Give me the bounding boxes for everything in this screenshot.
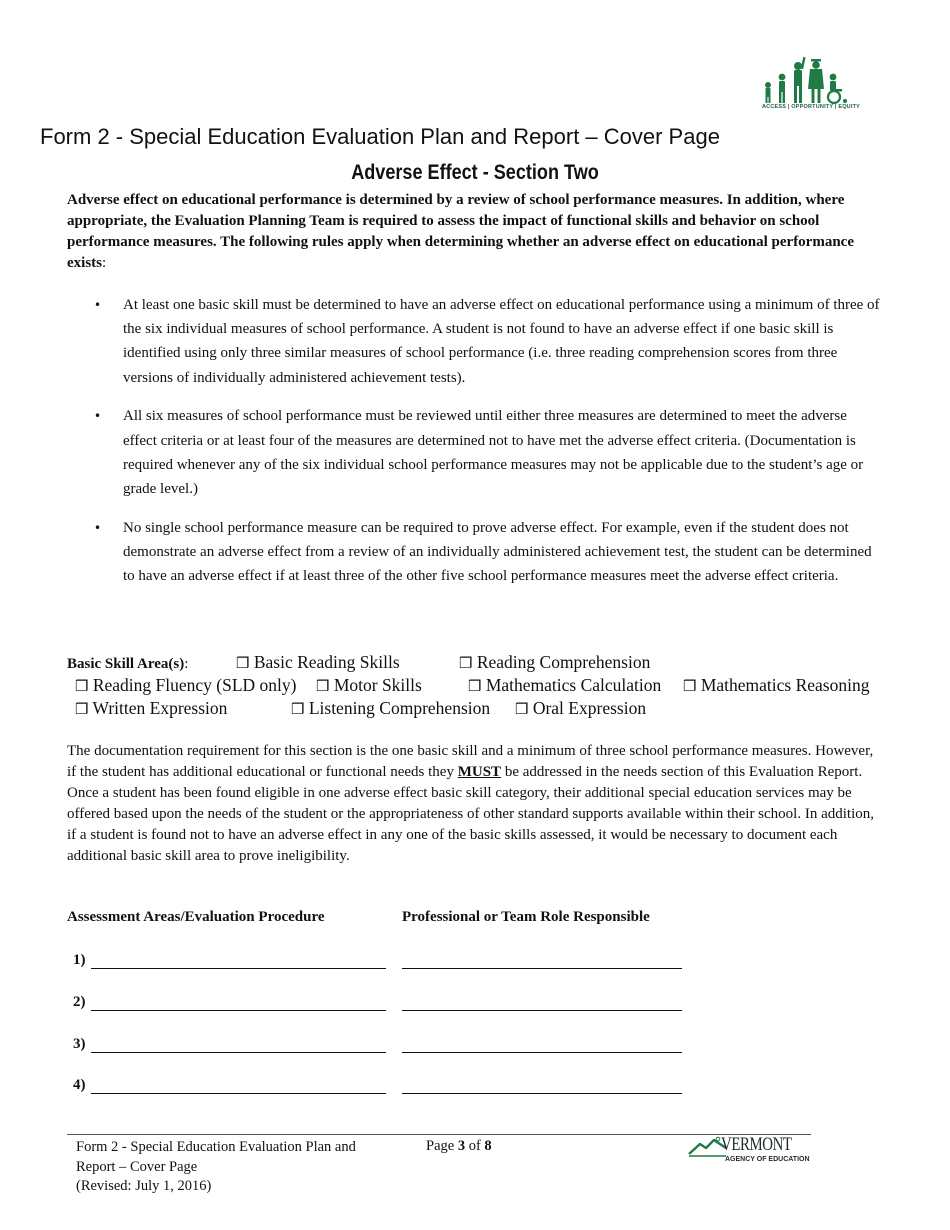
- checkbox-reading-fluency[interactable]: ❒ Reading Fluency (SLD only): [75, 675, 297, 695]
- agency-wordmark: AGENCY OF EDUCATION: [725, 1156, 810, 1163]
- assessment-input-2[interactable]: [91, 1010, 386, 1011]
- checkbox-icon: ❒: [316, 677, 330, 695]
- checkbox-oral-expression[interactable]: ❒ Oral Expression: [515, 698, 647, 718]
- agency-logo: [758, 55, 864, 115]
- checkbox-mathematics-reasoning[interactable]: ❒ Mathematics Reasoning: [683, 675, 870, 695]
- assessment-input-3[interactable]: [91, 1052, 386, 1053]
- checkbox-listening-comprehension[interactable]: ❒ Listening Comprehension: [291, 698, 491, 718]
- list-item: [67, 516, 882, 589]
- bullet-icon: •: [94, 298, 102, 312]
- checkbox-icon: ❒: [291, 700, 305, 718]
- row-number: 1): [73, 952, 86, 968]
- vermont-wordmark: VERMONT: [721, 1134, 792, 1155]
- intro-paragraph: [67, 190, 879, 274]
- column-header-responsible: Professional or Team Role Responsible: [402, 909, 650, 925]
- rule-text: At least one basic skill must be determined to have an adverse effect on educational performance using a minimum of three of the six individual measures of school performance. A student is not found to have an adverse effect if one basic skill is identified using only three similar measures of school performance (i.e. three reading comprehension scores from three versions of individually administered achievement tests).: [123, 297, 880, 386]
- checkbox-icon: ❒: [236, 654, 250, 672]
- rule-text: No single school performance measure can be required to prove adverse effect. For example, even if the student does not demonstrate an adverse effect from a review of an individually administered achievement test, the student can be determined to have an adverse effect if at least three of the other five school performance measures meet the adverse effect criteria.: [123, 519, 872, 585]
- bullet-icon: •: [94, 520, 102, 535]
- checkbox-mathematics-calculation[interactable]: ❒ Mathematics Calculation: [468, 675, 662, 695]
- checkbox-icon: ❒: [515, 700, 529, 718]
- row-number: 3): [73, 1036, 86, 1052]
- rule-text: All six measures of school performance must be reviewed until either three measures are determined to meet the adverse effect criteria or at least four of the measures are determined not to have met the adverse effect criteria. (Documentation is required whenever any of the six individual school performance measures may not be applicable due to the student’s age or grade level.): [123, 408, 864, 497]
- checkbox-icon: ❒: [683, 677, 697, 695]
- assessment-input-4[interactable]: [91, 1093, 386, 1094]
- page-title: Form 2 - Special Education Evaluation Plan and Report – Cover Page: [40, 124, 720, 149]
- intro-colon: :: [102, 255, 107, 271]
- list-item: [67, 293, 882, 390]
- checkbox-reading-comprehension[interactable]: ❒ Reading Comprehension: [459, 652, 651, 672]
- checkbox-icon: ❒: [75, 677, 89, 695]
- list-item: [67, 404, 882, 501]
- intro-text: Adverse effect on educational performance is determined by a review of school performance measures. In addition, where appropriate, the Evaluation Planning Team is required to assess the impact of functional skills and behavior on school performance measures. The following rules apply when determining whether an adverse effect on educational performance exists: [67, 192, 854, 271]
- figures-logo-icon: [758, 55, 864, 105]
- row-number: 4): [73, 1077, 86, 1093]
- checkbox-written-expression[interactable]: ❒ Written Expression: [75, 698, 228, 718]
- basic-skills-label-text: Basic Skill Area(s): [67, 656, 185, 672]
- logo-tagline: ACCESS | OPPORTUNITY | EQUITY: [761, 104, 860, 110]
- checkbox-basic-reading-skills[interactable]: ❒ Basic Reading Skills: [236, 652, 400, 672]
- responsible-input-3[interactable]: [402, 1052, 682, 1053]
- must-emphasis: MUST: [457, 764, 502, 780]
- checkbox-icon: ❒: [75, 700, 89, 718]
- responsible-input-1[interactable]: [402, 968, 682, 969]
- page-number: Page 3 of 8: [426, 1138, 492, 1154]
- vermont-logo: [688, 1134, 810, 1168]
- footer-form-info: Form 2 - Special Education Evaluation Plan and Report – Cover Page (Revised: July 1, 2016): [76, 1139, 356, 1194]
- section-title: Adverse Effect - Section Two: [351, 161, 599, 184]
- rules-list: [67, 293, 882, 603]
- assessment-input-1[interactable]: [91, 968, 386, 969]
- row-number: 2): [73, 994, 86, 1010]
- checkbox-icon: ❒: [459, 654, 473, 672]
- checkbox-icon: ❒: [468, 677, 482, 695]
- responsible-input-2[interactable]: [402, 1010, 682, 1011]
- column-header-assessment: Assessment Areas/Evaluation Procedure: [67, 909, 325, 925]
- checkbox-motor-skills[interactable]: ❒ Motor Skills: [316, 675, 422, 695]
- basic-skills-label: Basic Skill Area(s):: [67, 656, 189, 672]
- responsible-input-4[interactable]: [402, 1093, 682, 1094]
- bullet-icon: •: [94, 409, 102, 424]
- documentation-paragraph: The documentation requirement for this section is the one basic skill and a minimum of three school performance measures. However, if the student has additional educational or functional needs they MUST be addressed in the needs section of this Evaluation Report. Once a student has been found eligible in one adverse effect basic skill category, their additional special education services may be offered based upon the needs of the student or the appropriateness of other standard supports available within their school. In addition, if a student is found not to have an adverse effect in any one of the basic skills assessed, it would be necessary to document each additional basic skill area to prove ineligibility.: [67, 743, 875, 864]
